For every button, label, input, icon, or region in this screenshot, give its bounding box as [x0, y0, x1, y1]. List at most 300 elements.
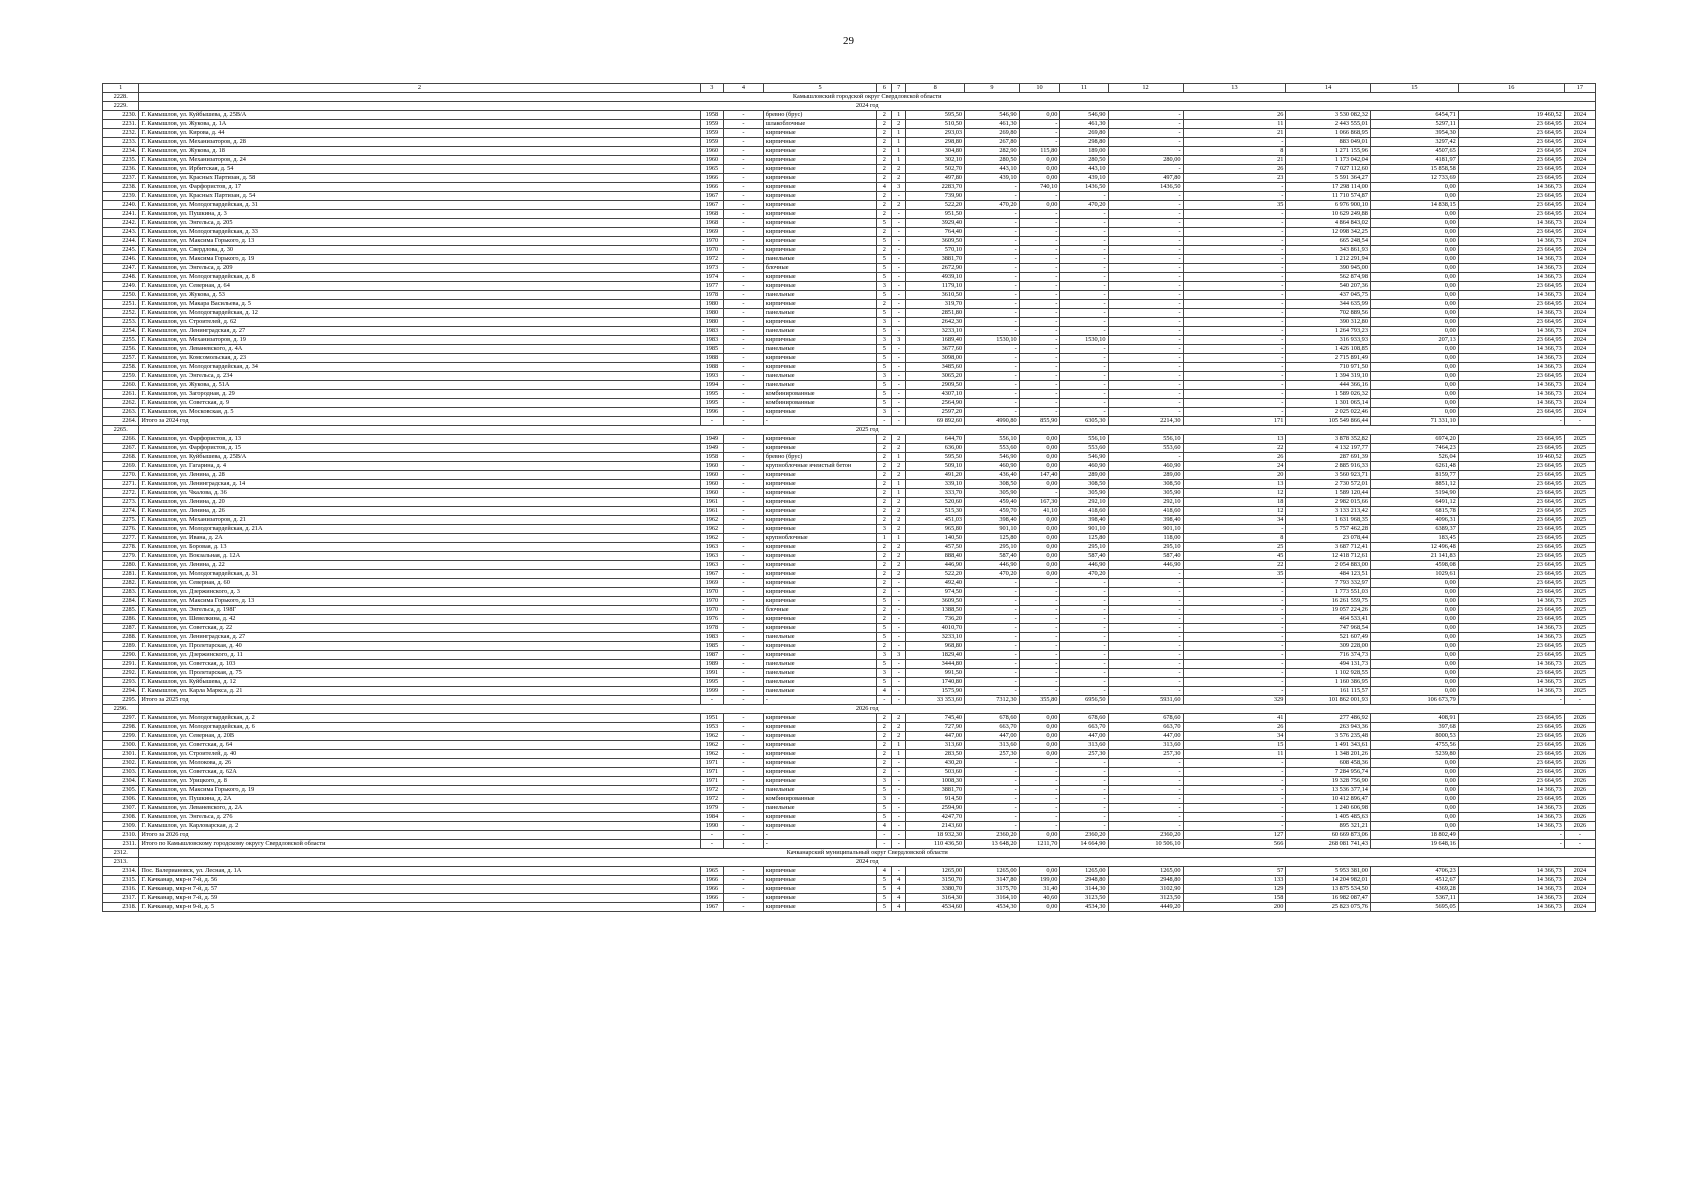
table-cell: 40,60: [1019, 894, 1060, 903]
table-cell: 23 664,95: [1458, 723, 1564, 732]
table-cell: 0,00: [1019, 111, 1060, 120]
table-cell: -: [724, 327, 764, 336]
table-cell: 19 328 756,90: [1286, 777, 1371, 786]
table-cell: 0,00: [1370, 633, 1458, 642]
table-cell: -: [1183, 291, 1286, 300]
table-cell: 5: [877, 237, 892, 246]
table-cell: -: [724, 642, 764, 651]
table-cell: 292,10: [1060, 498, 1108, 507]
table-cell: 14 366,73: [1458, 894, 1564, 903]
table-cell: -: [1108, 642, 1183, 651]
table-cell: 2241.: [103, 210, 139, 219]
table-cell: 2214,30: [1108, 417, 1183, 426]
table-cell: -: [1019, 246, 1060, 255]
table-cell: 25: [1183, 543, 1286, 552]
table-cell: -: [892, 822, 906, 831]
table-cell: 23 664,95: [1458, 642, 1564, 651]
table-cell: 2025: [1564, 498, 1595, 507]
table-cell: Г. Камышлов, ул. Ивана, д. 2А: [139, 534, 700, 543]
table-cell: 398,40: [965, 516, 1020, 525]
table-cell: -: [724, 903, 764, 912]
table-row: [103, 651, 1596, 660]
table-cell: Итого за 2026 год: [139, 831, 700, 840]
table-row: [103, 903, 1596, 912]
table-cell: 6389,37: [1370, 525, 1458, 534]
table-cell: 1980: [700, 318, 724, 327]
table-cell: 2280.: [103, 561, 139, 570]
table-cell: Г. Камышлов, ул. Молодогвардейская, д. 12: [139, 309, 700, 318]
table-cell: 4 132 197,77: [1286, 444, 1371, 453]
table-cell: -: [965, 822, 1020, 831]
table-cell: -: [724, 129, 764, 138]
table-row: [103, 768, 1596, 777]
table-cell: 23 664,95: [1458, 507, 1564, 516]
section-title-cell: 2026 год: [139, 705, 1596, 714]
table-cell: -: [892, 228, 906, 237]
table-cell: 1970: [700, 237, 724, 246]
table-cell: 20: [1183, 471, 1286, 480]
table-cell: 1983: [700, 633, 724, 642]
table-cell: 2292.: [103, 669, 139, 678]
table-cell: 2: [877, 129, 892, 138]
table-cell: Г. Камышлов, ул. Ленина, д. 26: [139, 507, 700, 516]
table-cell: 1969: [700, 228, 724, 237]
table-cell: Г. Камышлов, ул. Советская, д. 103: [139, 660, 700, 669]
table-cell: 2259.: [103, 372, 139, 381]
table-cell: 23 664,95: [1458, 408, 1564, 417]
table-cell: панельные: [763, 669, 877, 678]
table-cell: кирпичные: [763, 174, 877, 183]
table-cell: кирпичные: [763, 651, 877, 660]
table-cell: 2: [892, 732, 906, 741]
table-cell: комбинированные: [763, 390, 877, 399]
table-cell: -: [965, 354, 1020, 363]
table-cell: -: [1019, 588, 1060, 597]
table-cell: 739,90: [906, 192, 965, 201]
table-cell: кирпичные: [763, 768, 877, 777]
table-cell: -: [1060, 255, 1108, 264]
table-cell: 2244.: [103, 237, 139, 246]
table-cell: 3144,30: [1060, 885, 1108, 894]
table-cell: 5: [877, 309, 892, 318]
table-cell: 2024: [1564, 354, 1595, 363]
table-cell: 2243.: [103, 228, 139, 237]
table-cell: 4: [892, 894, 906, 903]
table-row: [103, 120, 1596, 129]
table-cell: 69 892,60: [906, 417, 965, 426]
table-cell: 2143,60: [906, 822, 965, 831]
table-cell: 2: [892, 723, 906, 732]
table-cell: 2281.: [103, 570, 139, 579]
table-cell: 3098,00: [906, 354, 965, 363]
table-cell: 0,00: [1019, 723, 1060, 732]
table-cell: 2277.: [103, 534, 139, 543]
total-row: [103, 696, 1596, 705]
table-cell: 1988: [700, 363, 724, 372]
table-cell: 2285.: [103, 606, 139, 615]
table-cell: 2026: [1564, 723, 1595, 732]
table-cell: 125,80: [1060, 534, 1108, 543]
table-cell: 3175,70: [965, 885, 1020, 894]
table-cell: Г. Камышлов, ул. Северная, д. 20В: [139, 732, 700, 741]
table-cell: 2: [877, 498, 892, 507]
table-row: [103, 129, 1596, 138]
column-number-cell: 15: [1370, 84, 1458, 93]
table-cell: -: [1019, 363, 1060, 372]
table-cell: 14 366,73: [1458, 354, 1564, 363]
table-cell: 2230.: [103, 111, 139, 120]
table-cell: 3610,50: [906, 291, 965, 300]
table-cell: -: [724, 471, 764, 480]
table-cell: Г. Камышлов, ул. Максима Горького, д. 19: [139, 786, 700, 795]
table-cell: 4096,31: [1370, 516, 1458, 525]
section-title-cell: 2024 год: [139, 102, 1596, 111]
table-cell: 118,00: [1108, 534, 1183, 543]
table-row: [103, 372, 1596, 381]
table-cell: -: [1019, 408, 1060, 417]
table-cell: 2909,50: [906, 381, 965, 390]
table-cell: 4534,60: [906, 903, 965, 912]
table-cell: -: [1183, 777, 1286, 786]
table-cell: 520,60: [906, 498, 965, 507]
table-cell: 2: [877, 471, 892, 480]
column-number-row: [103, 84, 1596, 93]
table-cell: 1: [892, 138, 906, 147]
table-row: [103, 885, 1596, 894]
table-cell: 1265,00: [1108, 867, 1183, 876]
table-cell: 4247,70: [906, 813, 965, 822]
table-cell: 0,00: [1370, 390, 1458, 399]
table-cell: 0,00: [1370, 408, 1458, 417]
table-cell: 546,90: [965, 111, 1020, 120]
table-cell: -: [724, 552, 764, 561]
table-cell: Г. Камышлов, ул. Ленина, д. 22: [139, 561, 700, 570]
table-cell: 1436,50: [1060, 183, 1108, 192]
table-cell: 2026: [1564, 741, 1595, 750]
table-cell: -: [892, 327, 906, 336]
table-row: [103, 633, 1596, 642]
table-row: [103, 444, 1596, 453]
table-cell: 4307,10: [906, 390, 965, 399]
table-cell: -: [1019, 192, 1060, 201]
table-row: [103, 309, 1596, 318]
table-cell: 1 491 343,61: [1286, 741, 1371, 750]
table-cell: 23 664,95: [1458, 372, 1564, 381]
table-cell: 3929,40: [906, 219, 965, 228]
table-cell: -: [1108, 372, 1183, 381]
table-cell: 522,20: [906, 570, 965, 579]
table-cell: кирпичные: [763, 813, 877, 822]
table-cell: кирпичные: [763, 759, 877, 768]
table-cell: -: [1108, 597, 1183, 606]
table-cell: 22: [1183, 444, 1286, 453]
total-row: [103, 840, 1596, 849]
table-cell: -: [965, 624, 1020, 633]
table-cell: 127: [1183, 831, 1286, 840]
table-row: [103, 588, 1596, 597]
table-cell: Г. Камышлов, ул. Энгельса, д. 209: [139, 264, 700, 273]
table-cell: 446,90: [1060, 561, 1108, 570]
table-cell: 1 240 606,98: [1286, 804, 1371, 813]
table-cell: -: [1183, 246, 1286, 255]
table-cell: -: [892, 588, 906, 597]
table-cell: -: [724, 228, 764, 237]
table-cell: 1962: [700, 525, 724, 534]
table-cell: -: [965, 327, 1020, 336]
table-cell: -: [1019, 804, 1060, 813]
table-cell: 2295.: [103, 696, 139, 705]
table-cell: 2: [877, 516, 892, 525]
table-cell: 19 648,16: [1370, 840, 1458, 849]
table-cell: панельные: [763, 678, 877, 687]
table-cell: 23 664,95: [1458, 480, 1564, 489]
table-cell: 1179,10: [906, 282, 965, 291]
table-cell: -: [892, 606, 906, 615]
table-cell: 295,10: [1060, 543, 1108, 552]
table-row: [103, 336, 1596, 345]
table-cell: -: [892, 759, 906, 768]
table-cell: -: [1060, 606, 1108, 615]
table-cell: панельные: [763, 381, 877, 390]
table-cell: -: [1183, 354, 1286, 363]
table-cell: 14 366,73: [1458, 867, 1564, 876]
table-cell: -: [1019, 381, 1060, 390]
table-row: [103, 597, 1596, 606]
table-cell: -: [1019, 237, 1060, 246]
table-cell: 595,50: [906, 111, 965, 120]
table-cell: -: [1060, 228, 1108, 237]
table-cell: 2: [877, 723, 892, 732]
table-cell: -: [1108, 768, 1183, 777]
table-cell: -: [1019, 255, 1060, 264]
table-cell: 5: [877, 363, 892, 372]
table-cell: кирпичные: [763, 543, 877, 552]
table-cell: -: [1183, 759, 1286, 768]
table-cell: 23 078,44: [1286, 534, 1371, 543]
table-cell: 447,00: [965, 732, 1020, 741]
table-cell: 457,50: [906, 543, 965, 552]
table-cell: 745,40: [906, 714, 965, 723]
table-cell: 3: [877, 282, 892, 291]
table-cell: 101 862 001,93: [1286, 696, 1371, 705]
table-cell: 1 066 868,95: [1286, 129, 1371, 138]
table-cell: -: [1183, 381, 1286, 390]
table-cell: 1 773 551,03: [1286, 588, 1371, 597]
table-cell: -: [724, 633, 764, 642]
table-cell: 0,00: [1370, 219, 1458, 228]
table-cell: -: [1019, 615, 1060, 624]
table-cell: -: [724, 318, 764, 327]
table-cell: 1951: [700, 714, 724, 723]
table-cell: 2253.: [103, 318, 139, 327]
table-cell: 4755,56: [1370, 741, 1458, 750]
table-cell: -: [1108, 453, 1183, 462]
table-cell: кирпичные: [763, 363, 877, 372]
table-row: [103, 453, 1596, 462]
table-cell: 0,00: [1019, 543, 1060, 552]
table-cell: -: [1108, 804, 1183, 813]
table-cell: 663,70: [1060, 723, 1108, 732]
table-cell: -: [965, 633, 1020, 642]
table-cell: 991,50: [906, 669, 965, 678]
table-cell: 2310.: [103, 831, 139, 840]
table-cell: -: [1108, 399, 1183, 408]
table-cell: 566: [1183, 840, 1286, 849]
table-cell: 3147,80: [965, 876, 1020, 885]
table-cell: 2: [892, 462, 906, 471]
table-cell: -: [892, 273, 906, 282]
table-cell: 7464,23: [1370, 444, 1458, 453]
table-cell: 2024: [1564, 192, 1595, 201]
table-cell: 491,20: [906, 471, 965, 480]
table-cell: 1265,00: [965, 867, 1020, 876]
table-cell: -: [724, 489, 764, 498]
table-cell: Г. Камышлов, ул. Ирбитская, д. 54: [139, 165, 700, 174]
table-cell: 295,10: [1108, 543, 1183, 552]
table-cell: -: [763, 417, 877, 426]
table-row: [103, 192, 1596, 201]
table-cell: -: [1108, 345, 1183, 354]
table-cell: 0,00: [1370, 237, 1458, 246]
table-cell: 2025: [1564, 633, 1595, 642]
table-cell: 2294.: [103, 687, 139, 696]
table-cell: 1958: [700, 453, 724, 462]
table-cell: 4534,30: [1060, 903, 1108, 912]
table-cell: 304,80: [906, 147, 965, 156]
table-cell: -: [724, 579, 764, 588]
column-number-cell: 13: [1183, 84, 1286, 93]
table-cell: 23 664,95: [1458, 318, 1564, 327]
table-cell: 1972: [700, 786, 724, 795]
table-cell: Г. Камышлов, ул. Чкалова, д. 36: [139, 489, 700, 498]
table-cell: 503,60: [906, 768, 965, 777]
table-cell: 2: [877, 228, 892, 237]
table-cell: -: [724, 561, 764, 570]
table-row: [103, 660, 1596, 669]
table-cell: 2262.: [103, 399, 139, 408]
table-cell: -: [1060, 633, 1108, 642]
table-cell: 14 204 982,01: [1286, 876, 1371, 885]
section-title-cell: 2024 год: [139, 858, 1596, 867]
table-cell: 293,03: [906, 129, 965, 138]
table-cell: 2286.: [103, 615, 139, 624]
section-row: [103, 102, 1596, 111]
table-cell: 2024: [1564, 894, 1595, 903]
table-cell: 1949: [700, 435, 724, 444]
table-cell: -: [1183, 363, 1286, 372]
table-cell: 4990,80: [965, 417, 1020, 426]
table-cell: 6305,30: [1060, 417, 1108, 426]
table-cell: 1967: [700, 201, 724, 210]
table-cell: -: [877, 696, 892, 705]
table-cell: -: [892, 291, 906, 300]
table-cell: 587,40: [1108, 552, 1183, 561]
table-cell: 2026: [1564, 777, 1595, 786]
table-cell: 2258.: [103, 363, 139, 372]
table-cell: 3954,30: [1370, 129, 1458, 138]
table-cell: 1: [892, 480, 906, 489]
table-cell: 2024: [1564, 381, 1595, 390]
table-cell: 1976: [700, 615, 724, 624]
table-cell: крупноблочные: [763, 534, 877, 543]
table-cell: 1969: [700, 579, 724, 588]
column-number-cell: 6: [877, 84, 892, 93]
table-cell: 1 271 155,96: [1286, 147, 1371, 156]
table-cell: 556,10: [1060, 435, 1108, 444]
table-cell: 2260.: [103, 381, 139, 390]
table-cell: 8159,77: [1370, 471, 1458, 480]
table-cell: 1: [892, 489, 906, 498]
table-cell: 2360,20: [1060, 831, 1108, 840]
table-cell: 702 889,56: [1286, 309, 1371, 318]
table-cell: -: [1019, 228, 1060, 237]
table-cell: 1971: [700, 759, 724, 768]
table-cell: -: [1060, 300, 1108, 309]
table-cell: 2289.: [103, 642, 139, 651]
table-cell: 2: [877, 111, 892, 120]
table-cell: 497,80: [906, 174, 965, 183]
table-cell: 2 025 022,46: [1286, 408, 1371, 417]
table-cell: 19 460,52: [1458, 111, 1564, 120]
table-row: [103, 246, 1596, 255]
table-cell: 497,80: [1108, 174, 1183, 183]
table-cell: 1967: [700, 192, 724, 201]
table-cell: Г. Камышлов, ул. Пушкина, д. 2А: [139, 795, 700, 804]
table-cell: Г. Камышлов, ул. Молокова, д. 26: [139, 759, 700, 768]
table-cell: Г. Камышлов, ул. Куйбышева, д. 25В/А: [139, 111, 700, 120]
table-cell: Г. Камышлов, ул. Молодогвардейская, д. 21А: [139, 525, 700, 534]
table-cell: Г. Камышлов, ул. Московская, д. 5: [139, 408, 700, 417]
table-cell: 3: [877, 318, 892, 327]
table-cell: -: [1108, 633, 1183, 642]
table-cell: 2024: [1564, 867, 1595, 876]
table-cell: 3: [892, 651, 906, 660]
table-cell: 2025: [1564, 453, 1595, 462]
table-cell: 2: [877, 732, 892, 741]
table-cell: 1 426 108,85: [1286, 345, 1371, 354]
table-cell: 1999: [700, 687, 724, 696]
table-cell: 0,00: [1370, 642, 1458, 651]
table-cell: 2024: [1564, 138, 1595, 147]
table-cell: -: [700, 840, 724, 849]
table-cell: -: [1019, 633, 1060, 642]
table-cell: 5: [877, 390, 892, 399]
table-cell: -: [1183, 624, 1286, 633]
table-cell: 1: [892, 741, 906, 750]
table-cell: -: [1060, 354, 1108, 363]
table-cell: 0,00: [1370, 624, 1458, 633]
table-cell: кирпичные: [763, 750, 877, 759]
table-cell: 1962: [700, 750, 724, 759]
table-cell: -: [1060, 192, 1108, 201]
table-cell: -: [724, 408, 764, 417]
table-cell: -: [700, 696, 724, 705]
table-cell: 313,60: [1060, 741, 1108, 750]
table-cell: кирпичные: [763, 165, 877, 174]
table-cell: 470,20: [1060, 201, 1108, 210]
table-cell: 522,20: [906, 201, 965, 210]
table-cell: -: [892, 282, 906, 291]
table-cell: Г. Камышлов, ул. Кирова, д. 44: [139, 129, 700, 138]
table-cell: 2025: [1564, 480, 1595, 489]
table-cell: -: [1060, 687, 1108, 696]
table-cell: -: [1019, 822, 1060, 831]
table-cell: 0,00: [1370, 615, 1458, 624]
table-cell: -: [1060, 651, 1108, 660]
table-row: [103, 219, 1596, 228]
table-cell: 14 366,73: [1458, 687, 1564, 696]
table-cell: 2242.: [103, 219, 139, 228]
